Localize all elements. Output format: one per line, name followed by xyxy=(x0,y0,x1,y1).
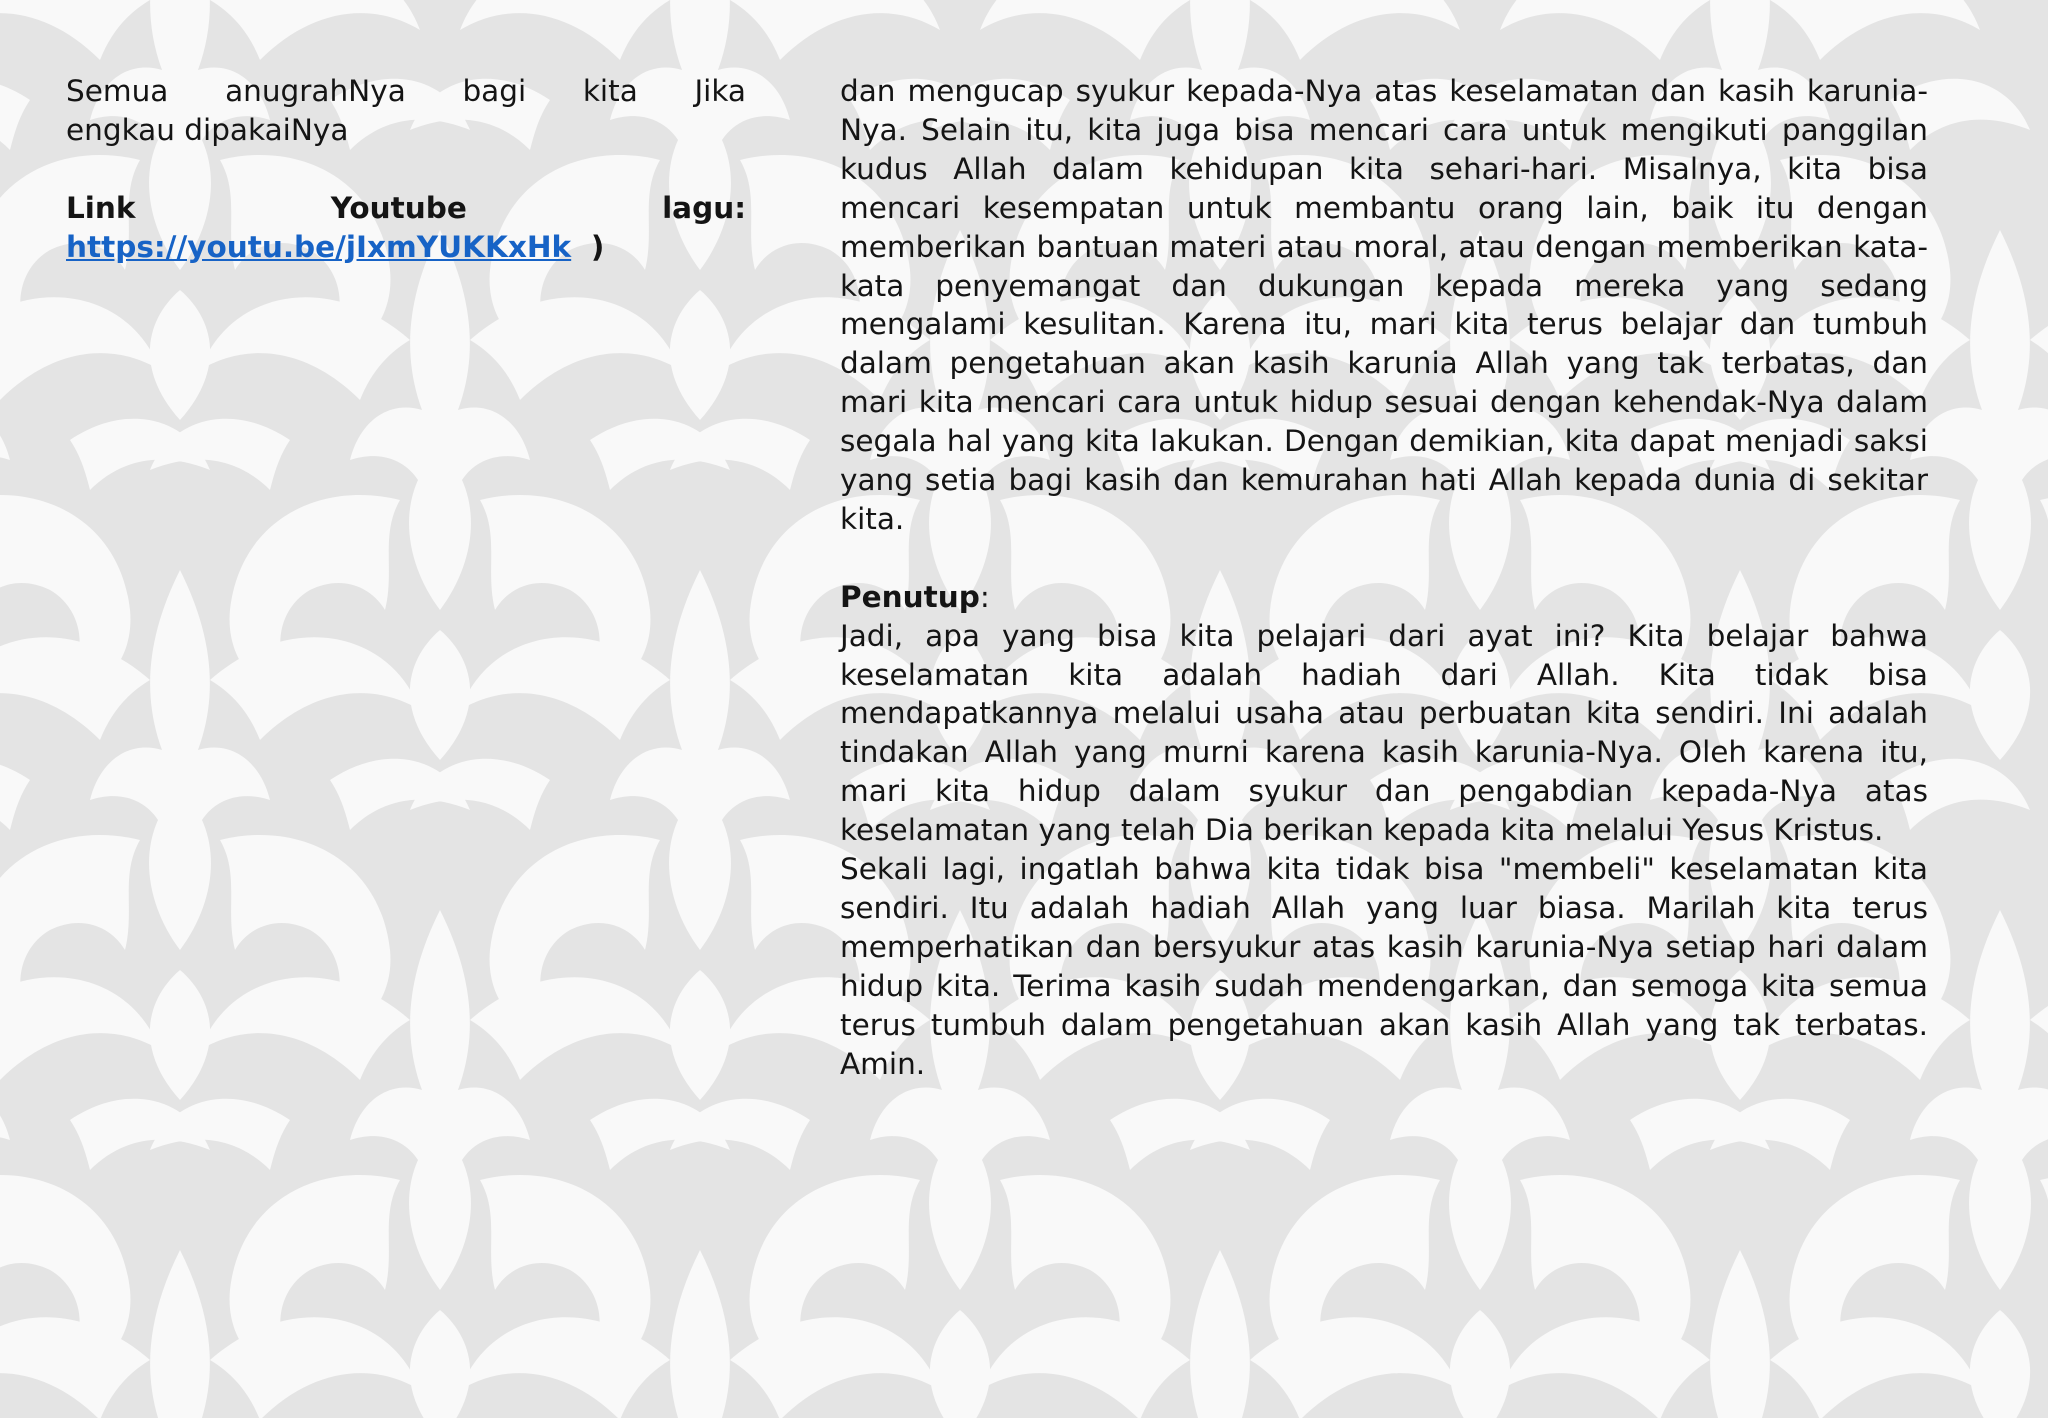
intro-text xyxy=(66,72,746,111)
youtube-link-label xyxy=(66,189,746,228)
youtube-word: Youtube xyxy=(330,190,467,225)
left-column xyxy=(66,72,746,267)
body-paragraph-1: dan mengucap syukur kepada-Nya atas keselamatan dan kasih karunia-Nya. Selain itu, kita juga bisa mencari cara untuk mengikuti panggilan kudus Allah dalam kehidupan kita sehari-hari. Misalnya, kita bisa mencari kesempatan untuk membantu orang lain, baik itu dengan memberikan bantuan materi atau moral, atau dengan memberikan kata-kata penyemangat dan dukungan kepada mereka yang sedang mengalami kesulitan. Karena itu, mari kita terus belajar dan tumbuh dalam pengetahuan akan kasih karunia Allah yang tak terbatas, dan mari kita mencari cara untuk hidup sesuai dengan kehendak-Nya dalam segala hal yang kita lakukan. Dengan demikian, kita dapat menjadi saksi yang setia bagi kasih dan kemurahan hati Allah kepada dunia di sekitar kita. xyxy=(840,74,1928,536)
lagu-word: lagu: xyxy=(662,190,746,225)
intro-text-line-2 xyxy=(66,111,746,150)
right-column xyxy=(840,72,1928,1084)
intro-line-1: Semua anugrahNya bagi kita Jika xyxy=(66,74,746,108)
section-heading xyxy=(840,578,1928,617)
body-paragraph-3: Sekali lagi, ingatlah bahwa kita tidak bisa "membeli" keselamatan kita sendiri. Itu adalah hadiah Allah yang luar biasa. Marilah kita terus memperhatikan dan bersyukur atas kasih karunia-Nya setiap hari dalam hidup kita. Terima kasih sudah mendengarkan, dan semoga kita semua terus tumbuh dalam pengetahuan akan kasih Allah yang tak terbatas. Amin. xyxy=(840,852,1928,1081)
link-word: Link xyxy=(66,190,136,225)
youtube-link-line xyxy=(66,228,746,267)
penutup-heading: Penutup xyxy=(840,579,980,614)
youtube-link[interactable]: https://youtu.be/jIxmYUKKxHk xyxy=(66,229,572,264)
link-close-paren xyxy=(581,230,591,264)
intro-line-2: engkau dipakaiNya xyxy=(66,112,349,147)
link-close-paren-char: ) xyxy=(590,229,605,264)
heading-colon: : xyxy=(979,579,990,614)
body-paragraph-2: Jadi, apa yang bisa kita pelajari dari ayat ini? Kita belajar bahwa keselamatan kita adalah hadiah dari Allah. Kita tidak bisa mendapatkannya melalui usaha atau perbuatan kita sendiri. Ini adalah tindakan Allah yang murni karena kasih karunia-Nya. Oleh karena itu, mari kita hidup dalam syukur dan pengabdian kepada-Nya atas keselamatan yang telah Dia berikan kepada kita melalui Yesus Kristus. xyxy=(840,618,1928,848)
spacer xyxy=(840,539,1928,578)
spacer xyxy=(66,150,746,189)
